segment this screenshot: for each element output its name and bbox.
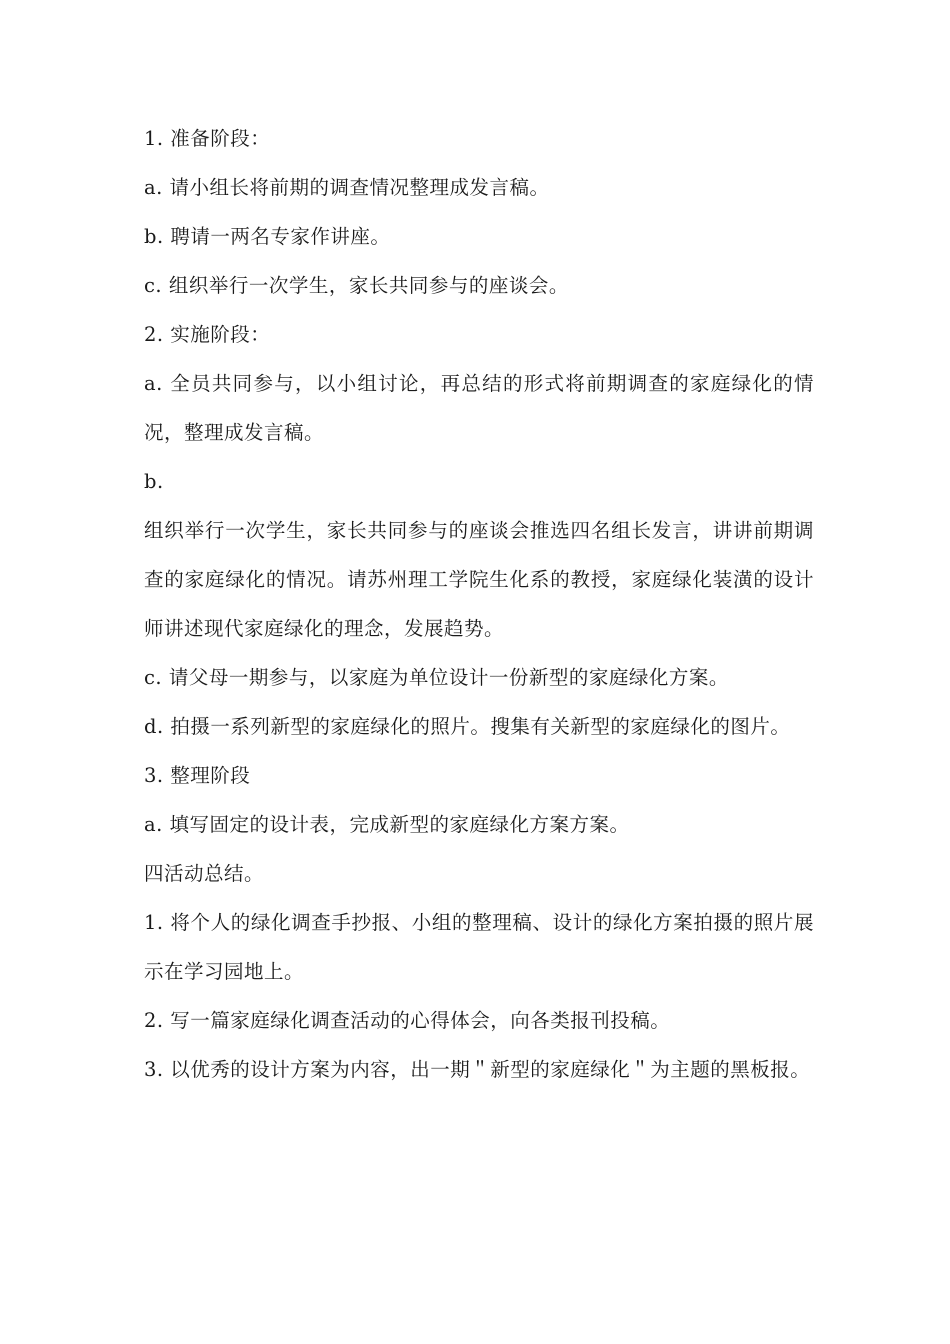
section-heading-organizing: 3. 整理阶段: [144, 764, 251, 787]
list-item: a. 请小组长将前期的调查情况整理成发言稿。: [144, 176, 550, 199]
section-heading-preparation: 1. 准备阶段：: [144, 127, 271, 150]
list-item: 3. 以优秀的设计方案为内容，出一期＂新型的家庭绿化＂为主题的黑板报。: [144, 1058, 811, 1081]
body-paragraph: 组织举行一次学生，家长共同参与的座谈会推选四名组长发言，讲讲前期调查的家庭绿化的情况。请苏州理工学院生化系的教授，家庭绿化装潢的设计师讲述现代家庭绿化的理念，发展趋势。: [144, 519, 814, 640]
list-item: b. 聘请一两名专家作讲座。: [144, 225, 391, 248]
section-heading-implementation: 2. 实施阶段：: [144, 323, 271, 346]
list-item: c. 组织举行一次学生，家长共同参与的座谈会。: [144, 274, 569, 297]
list-item: d. 拍摄一系列新型的家庭绿化的照片。搜集有关新型的家庭绿化的图片。: [144, 715, 791, 738]
list-item: 1. 将个人的绿化调查手抄报、小组的整理稿、设计的绿化方案拍摄的照片展示在学习园地上。: [144, 911, 814, 983]
list-item: a. 全员共同参与，以小组讨论，再总结的形式将前期调查的家庭绿化的情况，整理成发言稿。: [144, 372, 814, 444]
list-item: c. 请父母一期参与，以家庭为单位设计一份新型的家庭绿化方案。: [144, 666, 729, 689]
list-item-marker: b.: [144, 470, 164, 493]
section-heading-summary: 四活动总结。: [144, 862, 265, 885]
document-body: [144, 114, 814, 1094]
list-item: 2. 写一篇家庭绿化调查活动的心得体会，向各类报刊投稿。: [144, 1009, 671, 1032]
list-item: a. 填写固定的设计表，完成新型的家庭绿化方案方案。: [144, 813, 630, 836]
